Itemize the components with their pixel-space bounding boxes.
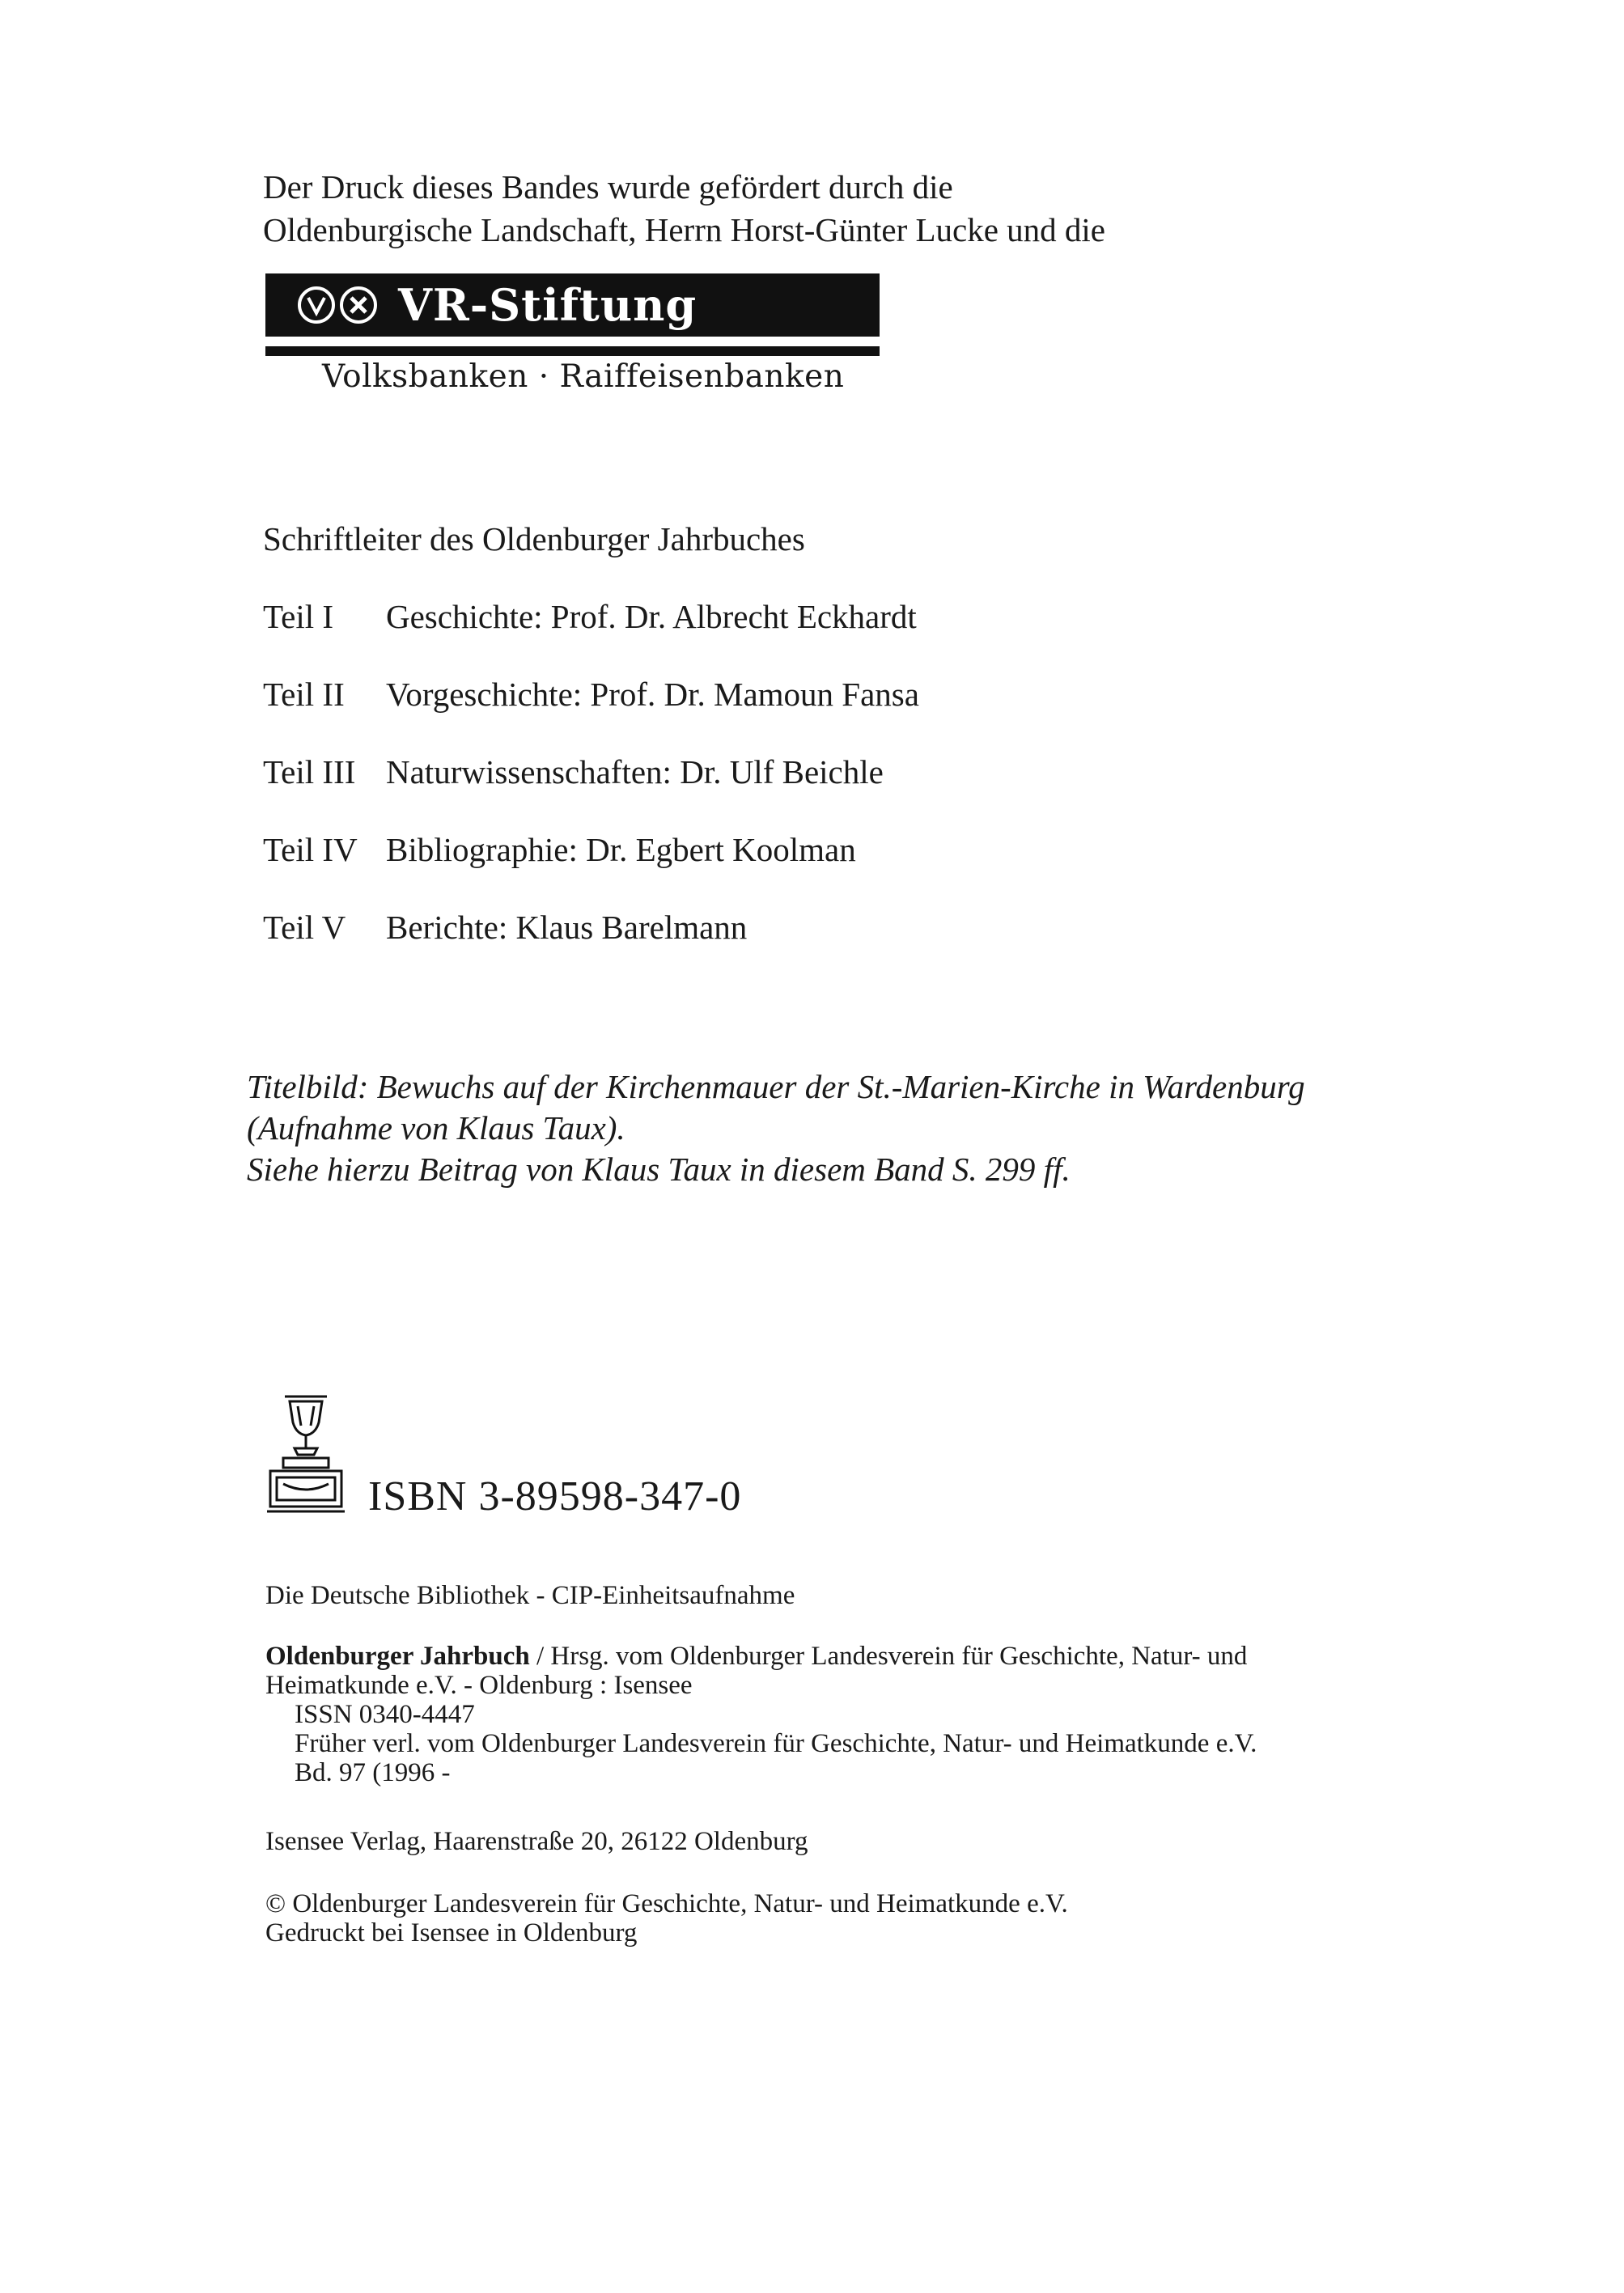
publisher-urn-logo-icon bbox=[265, 1393, 345, 1515]
cover-caption bbox=[247, 1066, 1305, 1190]
cip-earlier-publisher: Früher verl. vom Oldenburger Landesverein für Geschichte, Natur- und Heimatkunde e.V. bbox=[295, 1729, 1257, 1758]
part-editor: Bibliographie: Dr. Egbert Koolman bbox=[386, 831, 856, 868]
cip-entry bbox=[265, 1642, 1257, 1787]
cip-issn: ISSN 0340-4447 bbox=[295, 1700, 475, 1729]
caption-line-3: Siehe hierzu Beitrag von Klaus Taux in diesem Band S. 299 ff. bbox=[247, 1151, 1071, 1188]
part-label: Teil I bbox=[263, 598, 334, 635]
copyright-block bbox=[265, 1889, 1068, 1948]
v-roundel-icon bbox=[298, 286, 335, 324]
vr-roundels-icon bbox=[298, 286, 377, 324]
caption-line-1: Titelbild: Bewuchs auf der Kirchenmauer der St.-Marien-Kirche in Wardenburg bbox=[247, 1068, 1305, 1105]
isbn-number: ISBN 3-89598-347-0 bbox=[368, 1473, 742, 1519]
part-editor: Berichte: Klaus Barelmann bbox=[386, 909, 748, 946]
cip-line-2: Heimatkunde e.V. - Oldenburg : Isensee bbox=[265, 1671, 693, 1700]
cip-title-line bbox=[265, 1642, 1257, 1671]
cip-volume: Bd. 97 (1996 - bbox=[295, 1758, 451, 1787]
x-roundel-icon bbox=[340, 286, 377, 324]
part-label: Teil IV bbox=[263, 831, 358, 868]
vr-stiftung-subtitle: Volksbanken · Raiffeisenbanken bbox=[322, 358, 845, 395]
copyright-line-1: © Oldenburger Landesverein für Geschichte, Natur- und Heimatkunde e.V. bbox=[265, 1889, 1068, 1918]
part-row bbox=[263, 830, 856, 869]
publisher-address: Isensee Verlag, Haarenstraße 20, 26122 Oldenburg bbox=[265, 1827, 808, 1856]
part-editor: Geschichte: Prof. Dr. Albrecht Eckhardt bbox=[386, 598, 917, 635]
intro-line-2: Oldenburgische Landschaft, Herrn Horst-Günter Lucke und die bbox=[263, 211, 1105, 248]
copyright-line-2: Gedruckt bei Isensee in Oldenburg bbox=[265, 1918, 638, 1948]
part-row bbox=[263, 752, 884, 791]
vr-stiftung-title: VR-Stiftung bbox=[398, 279, 698, 331]
part-editor: Naturwissenschaften: Dr. Ulf Beichle bbox=[386, 753, 884, 790]
cip-heading: Die Deutsche Bibliothek - CIP-Einheitsaufnahme bbox=[265, 1581, 795, 1610]
part-label: Teil II bbox=[263, 676, 345, 713]
vr-stiftung-banner bbox=[265, 273, 880, 337]
editors-heading: Schriftleiter des Oldenburger Jahrbuches bbox=[263, 520, 805, 557]
part-editor: Vorgeschichte: Prof. Dr. Mamoun Fansa bbox=[386, 676, 919, 713]
vr-banner-rule bbox=[265, 346, 880, 356]
part-row bbox=[263, 597, 917, 636]
part-row bbox=[263, 675, 919, 714]
caption-line-2: (Aufnahme von Klaus Taux). bbox=[247, 1109, 625, 1146]
cip-title-rest: / Hrsg. vom Oldenburger Landesverein für Geschichte, Natur- und bbox=[529, 1642, 1248, 1671]
part-row bbox=[263, 908, 747, 947]
part-label: Teil V bbox=[263, 909, 346, 946]
cip-title-bold: Oldenburger Jahrbuch bbox=[265, 1642, 530, 1671]
part-label: Teil III bbox=[263, 753, 356, 790]
intro-text bbox=[263, 166, 1105, 252]
intro-line-1: Der Druck dieses Bandes wurde gefördert durch die bbox=[263, 168, 953, 206]
